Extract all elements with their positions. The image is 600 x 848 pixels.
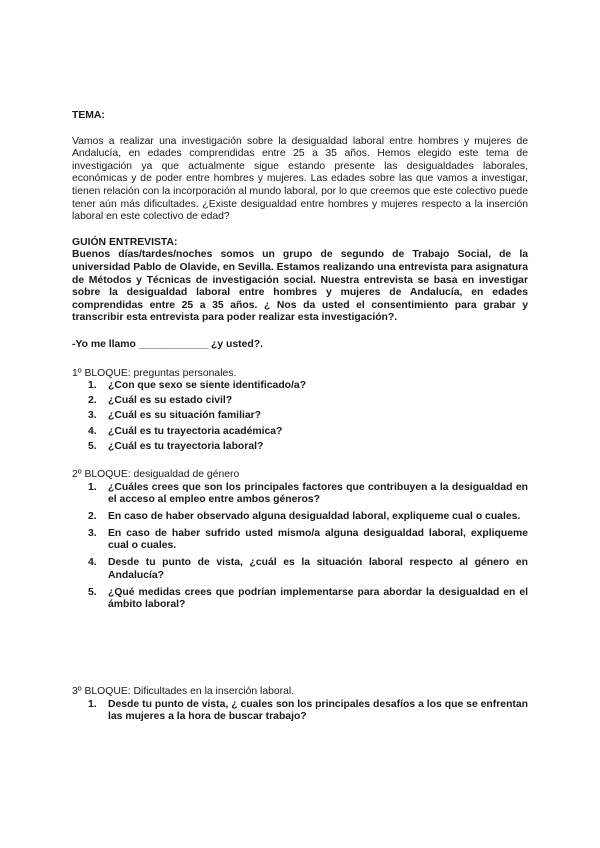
- question-number: 2.: [88, 511, 97, 522]
- question-text: ¿Cuál es su situación familiar?: [108, 410, 262, 422]
- question-text: ¿Cuáles crees que son los principales factores que contribuyen a la desigualdad en el acceso al empleo entre ambos géneros?: [108, 481, 528, 506]
- question-item: [72, 482, 528, 507]
- tema-heading: TEMA:: [72, 110, 105, 121]
- block-1-questions: [72, 380, 528, 453]
- question-item: [72, 380, 528, 393]
- block-3-title: 3º BLOQUE: Dificultades en la inserción laboral.: [72, 685, 295, 697]
- question-number: 3.: [88, 410, 97, 422]
- question-item: [72, 557, 528, 582]
- question-number: 5.: [88, 586, 97, 598]
- question-text: ¿Qué medidas crees que podrían implementarse para abordar la desigualdad en el ámbito laboral?: [108, 586, 528, 611]
- question-number: 4.: [88, 557, 97, 569]
- name-line: -Yo me llamo ____________ ¿y usted?.: [72, 338, 263, 350]
- block-2-title: 2º BLOQUE: desigualdad de género: [72, 469, 240, 481]
- block-1-title: 1º BLOQUE: preguntas personales.: [72, 367, 237, 379]
- question-item: [72, 511, 528, 524]
- question-text: ¿Cuál es tu trayectoria laboral?: [108, 440, 264, 452]
- tema-paragraph: Vamos a realizar una investigación sobre la desigualdad laboral entre hombres y mujeres de Andalucía, en edades comprendidas entre 25 a 35 años. Hemos elegido este tema de investigación ya que actualmente sigue estando presente las desigualdades laborales, económicas y de poder entre hombres y mujeres. Las edades sobre las que vamos a investigar, tienen relación con la incorporación al mundo laboral, por lo que creemos que este colectivo puede tener aún más dificultades. ¿Existe desigualdad entre hombres y mujeres respecto a la inserción laboral en este colectivo de edad?: [72, 135, 528, 223]
- question-text: ¿Cuál es su estado civil?: [108, 395, 233, 407]
- question-item: [72, 699, 528, 724]
- question-item: [72, 528, 528, 553]
- question-text: ¿Con que sexo se siente identificado/a?: [108, 380, 307, 392]
- question-text: ¿Cuál es tu trayectoria académica?: [108, 425, 283, 437]
- question-text: En caso de haber observado alguna desigualdad laboral, expliqueme cual o cuales.: [108, 511, 521, 522]
- question-item: [72, 587, 528, 612]
- document-page: [72, 110, 528, 728]
- question-number: 1.: [88, 380, 97, 392]
- question-number: 1.: [88, 698, 97, 710]
- question-text: Desde tu punto de vista, ¿ cuales son los principales desafíos a los que se enfrentan las mujeres a la hora de buscar trabajo?: [108, 698, 528, 723]
- question-number: 1.: [88, 481, 97, 493]
- question-item: [72, 426, 528, 439]
- question-item: [72, 395, 528, 408]
- question-item: [72, 410, 528, 423]
- block-3-questions: [72, 699, 528, 724]
- question-number: 5.: [88, 440, 97, 452]
- block-2-questions: [72, 482, 528, 612]
- guion-heading: GUIÓN ENTREVISTA:: [72, 236, 178, 248]
- guion-intro: Buenos días/tardes/noches somos un grupo de segundo de Trabajo Social, de la universidad Pablo de Olavide, en Sevilla. Estamos realizando una entrevista para asignatura de Métodos y Técnicas de investigación social. Nuestra entrevista se basa en investigar sobre la desigualdad laboral entre hombres y mujeres de Andalucía, en edades comprendidas entre 25 a 35 años. ¿ Nos da usted el consentimiento para grabar y transcribir esta entrevista para poder realizar esta investigación?.: [72, 249, 528, 324]
- question-item: [72, 441, 528, 454]
- question-text: En caso de haber sufrido usted mismo/a alguna desigualdad laboral, expliqueme cual o cuales.: [108, 527, 528, 552]
- question-number: 2.: [88, 395, 97, 407]
- question-text: Desde tu punto de vista, ¿cuál es la situación laboral respecto al género en Andalucía?: [108, 557, 528, 581]
- question-number: 4.: [88, 425, 97, 437]
- question-number: 3.: [88, 527, 97, 539]
